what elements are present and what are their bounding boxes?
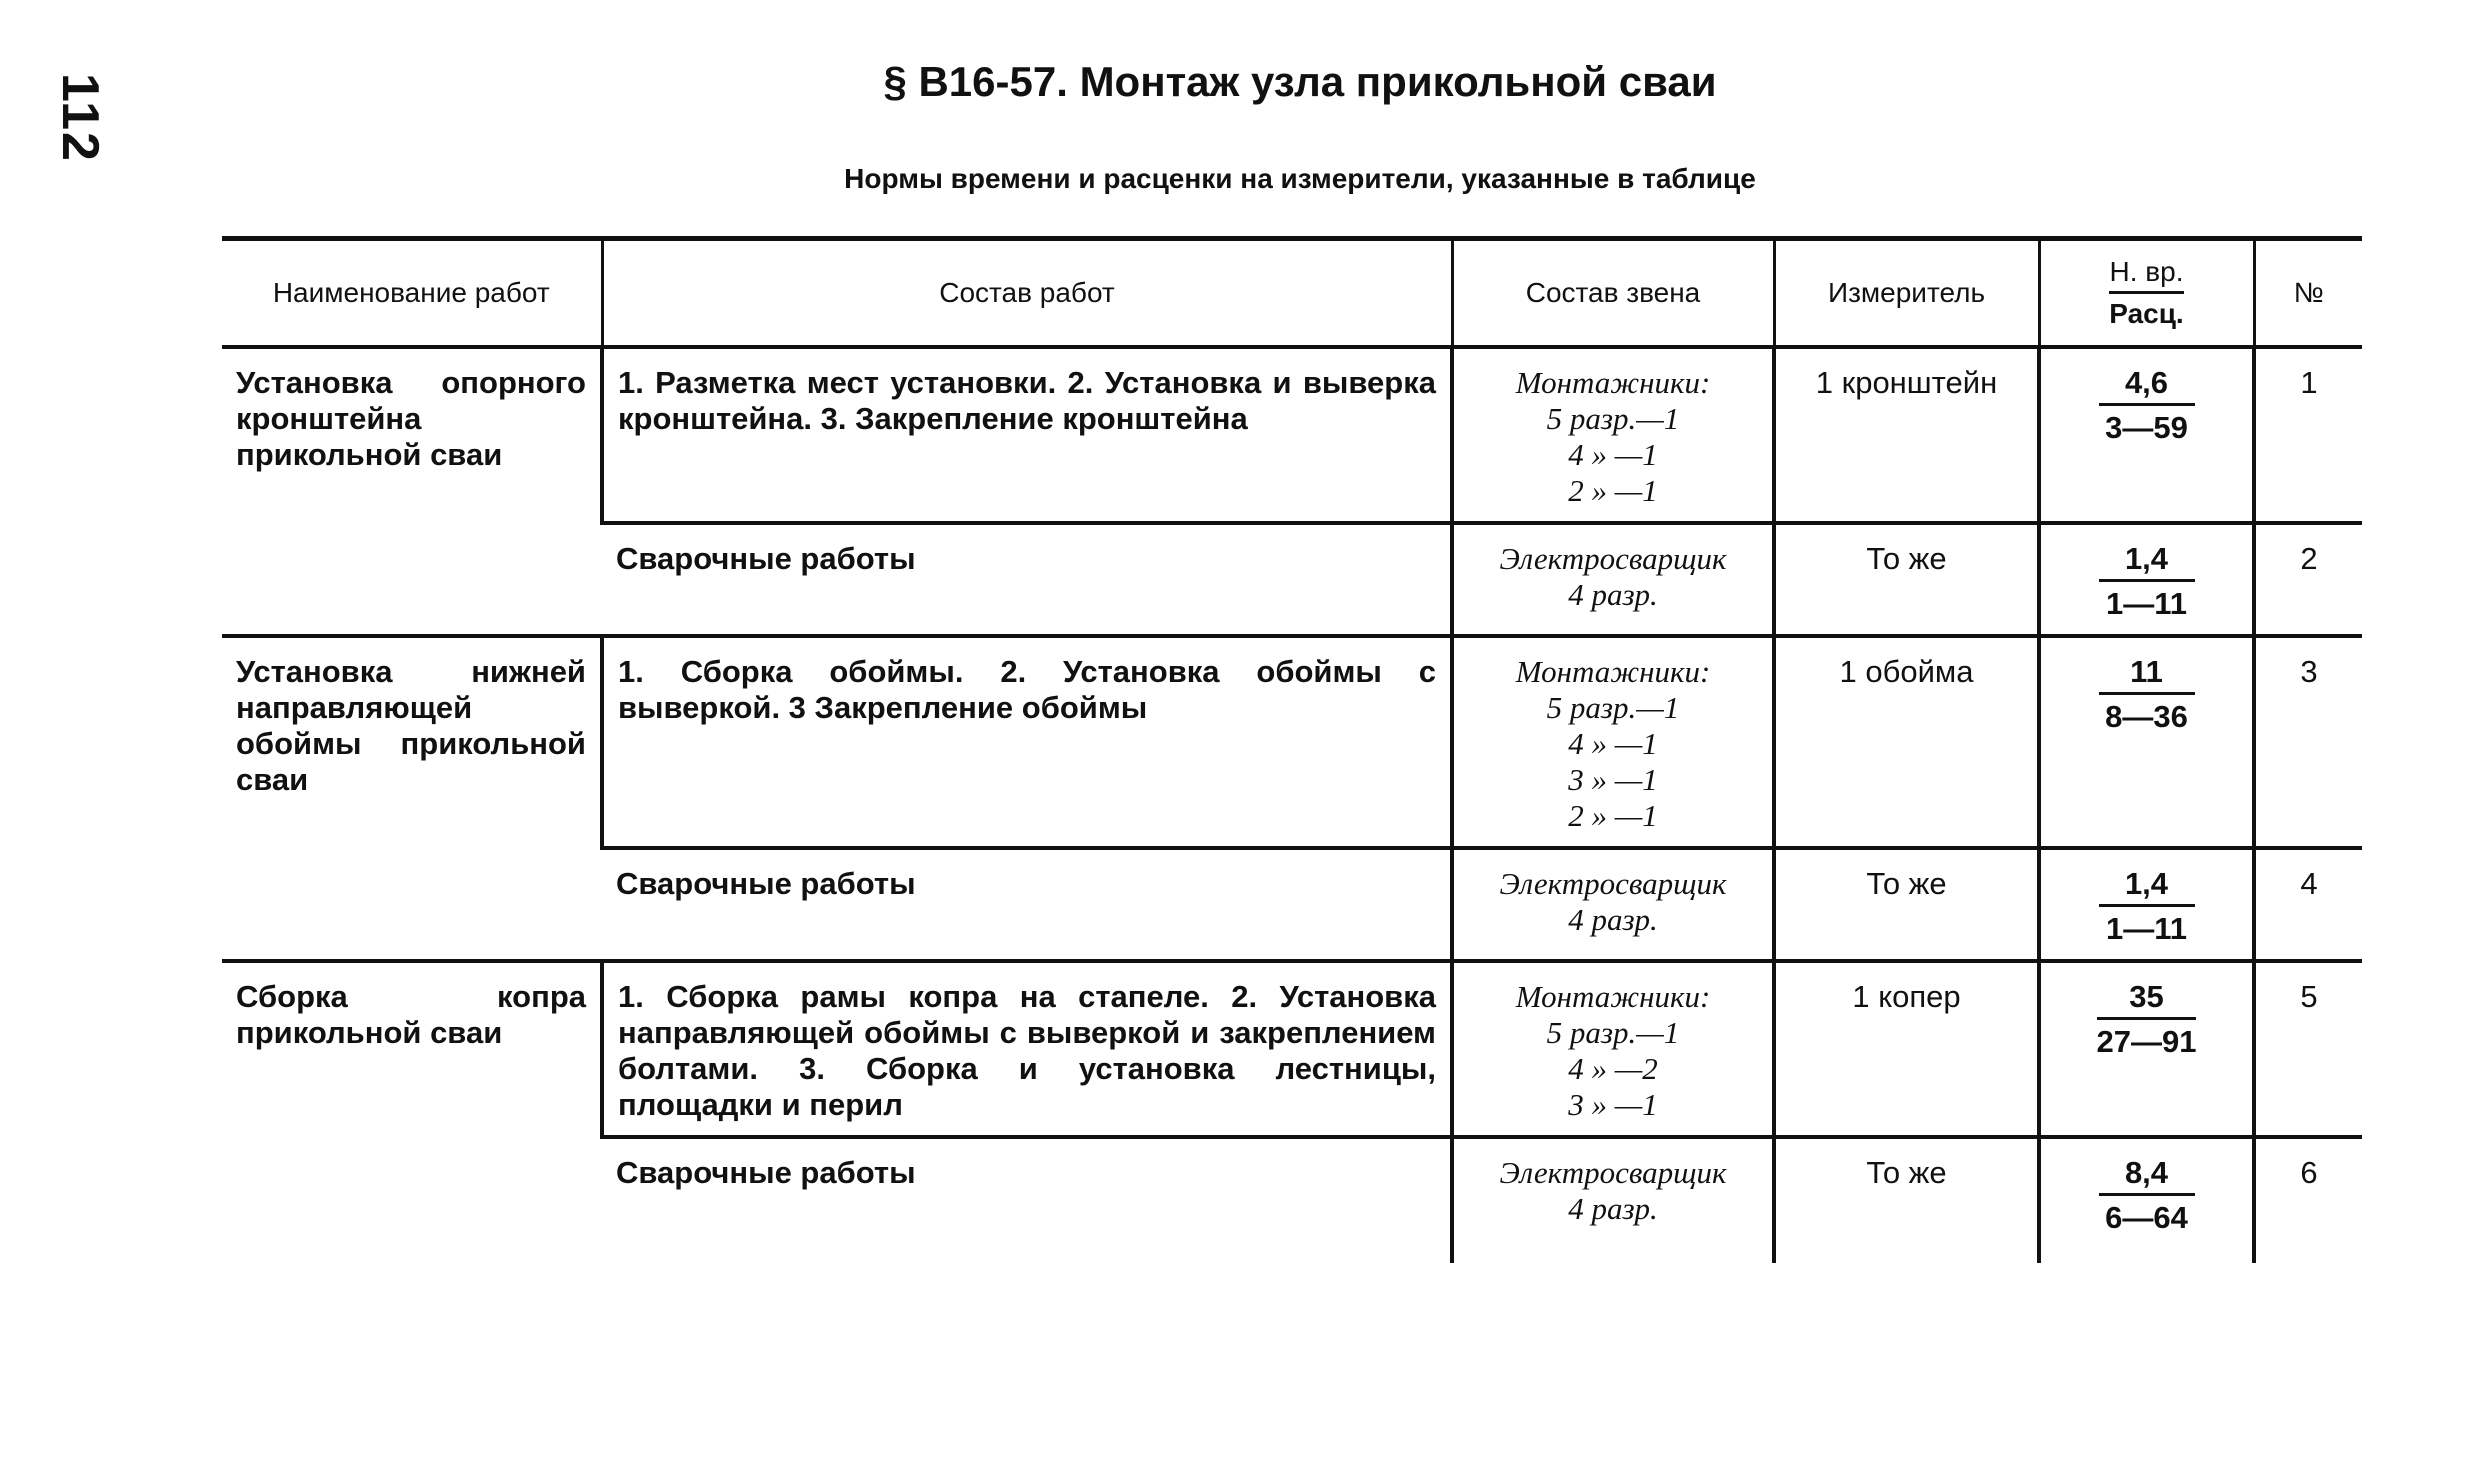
norm-price-cell — [2039, 848, 2254, 961]
page-subtitle: Нормы времени и расценки на измерители, указанные в таблице — [844, 163, 1756, 194]
price-value: 6—64 — [2105, 1200, 2188, 1235]
meter-cell: То же — [1774, 1137, 2039, 1263]
work-composition-cell: Сварочные работы — [602, 848, 1452, 961]
norm-price-cell — [2039, 1137, 2254, 1263]
meter-cell: 1 обойма — [1774, 636, 2039, 848]
row-number-cell: 1 — [2254, 347, 2362, 523]
work-composition-cell: 1. Сборка обоймы. 2. Установка обоймы с выверкой. 3 Закрепление обоймы — [602, 636, 1452, 848]
header-work-composition: Состав работ — [602, 239, 1452, 348]
norm-price-cell — [2039, 347, 2254, 523]
crew-line: 4 разр. — [1568, 577, 1658, 612]
norm-price-cell — [2039, 523, 2254, 636]
work-name-cell: Сборка копра прикольной сваи — [222, 961, 602, 1263]
norm-price-cell — [2039, 636, 2254, 848]
crew-line: Электросварщик — [1499, 866, 1727, 901]
crew-line: 4 разр. — [1568, 902, 1658, 937]
norm-time-value: 11 — [2099, 654, 2195, 695]
crew-line: 4 » —2 — [1568, 1051, 1658, 1086]
crew-line: 5 разр.—1 — [1546, 401, 1680, 436]
crew-line: 3 » —1 — [1568, 762, 1658, 797]
row-number-cell: 3 — [2254, 636, 2362, 848]
crew-line: Монтажники: — [1515, 654, 1711, 689]
page-number: 112 — [51, 73, 109, 163]
work-composition-cell: Сварочные работы — [602, 1137, 1452, 1263]
meter-cell: 1 копер — [1774, 961, 2039, 1137]
norms-table — [222, 236, 2362, 1263]
work-name-cell: Установка нижней направляющей обоймы прикольной сваи — [222, 636, 602, 961]
crew-line: Электросварщик — [1499, 1155, 1727, 1190]
table-header-row — [222, 239, 2362, 348]
crew-cell — [1452, 1137, 1774, 1263]
work-composition-cell: 1. Сборка рамы копра на стапеле. 2. Установка направляющей обоймы с выверкой и закреплением болтами. 3. Сборка и установка лестницы, площадки и перил — [602, 961, 1452, 1137]
norm-price-cell — [2039, 961, 2254, 1137]
work-composition-cell: Сварочные работы — [602, 523, 1452, 636]
row-number-cell: 6 — [2254, 1137, 2362, 1263]
crew-cell — [1452, 636, 1774, 848]
work-name-cell: Установка опорного кронштейна прикольной сваи — [222, 347, 602, 636]
crew-line: 5 разр.—1 — [1546, 1015, 1680, 1050]
work-composition-cell: 1. Разметка мест установки. 2. Установка и выверка кронштейна. 3. Закрепление кронштейна — [602, 347, 1452, 523]
price-value: 8—36 — [2105, 699, 2188, 734]
price-value: 3—59 — [2105, 410, 2188, 445]
row-number-cell: 5 — [2254, 961, 2362, 1137]
norm-time-value: 8,4 — [2099, 1155, 2195, 1196]
norm-time-value: 1,4 — [2099, 866, 2195, 907]
norm-time-value: 1,4 — [2099, 541, 2195, 582]
meter-cell: То же — [1774, 848, 2039, 961]
row-number-cell: 4 — [2254, 848, 2362, 961]
table-row — [222, 636, 2362, 848]
crew-line: Электросварщик — [1499, 541, 1727, 576]
crew-cell — [1452, 347, 1774, 523]
crew-cell — [1452, 523, 1774, 636]
crew-line: Монтажники: — [1515, 365, 1711, 400]
crew-line: 5 разр.—1 — [1546, 690, 1680, 725]
crew-line: 4 разр. — [1568, 1191, 1658, 1226]
norm-time-value: 35 — [2097, 979, 2197, 1020]
meter-cell: 1 кронштейн — [1774, 347, 2039, 523]
header-price: Расц. — [2109, 298, 2184, 329]
crew-line: 2 » —1 — [1568, 473, 1658, 508]
header-meter: Измеритель — [1774, 239, 2039, 348]
crew-cell — [1452, 961, 1774, 1137]
crew-line: 4 » —1 — [1568, 437, 1658, 472]
crew-line: 4 » —1 — [1568, 726, 1658, 761]
crew-line: 3 » —1 — [1568, 1087, 1658, 1122]
page-title: § В16-57. Монтаж узла прикольной сваи — [883, 58, 1717, 105]
crew-cell — [1452, 848, 1774, 961]
crew-line: 2 » —1 — [1568, 798, 1658, 833]
header-crew: Состав звена — [1452, 239, 1774, 348]
header-norm-price — [2039, 239, 2254, 348]
row-number-cell: 2 — [2254, 523, 2362, 636]
header-norm-time: Н. вр. — [2109, 256, 2183, 294]
norm-time-value: 4,6 — [2099, 365, 2195, 406]
price-value: 27—91 — [2096, 1024, 2197, 1059]
header-work-name: Наименование работ — [222, 239, 602, 348]
crew-line: Монтажники: — [1515, 979, 1711, 1014]
table-row — [222, 347, 2362, 523]
meter-cell: То же — [1774, 523, 2039, 636]
header-number: № — [2254, 239, 2362, 348]
price-value: 1—11 — [2105, 586, 2187, 621]
price-value: 1—11 — [2105, 911, 2187, 946]
table-row — [222, 961, 2362, 1137]
